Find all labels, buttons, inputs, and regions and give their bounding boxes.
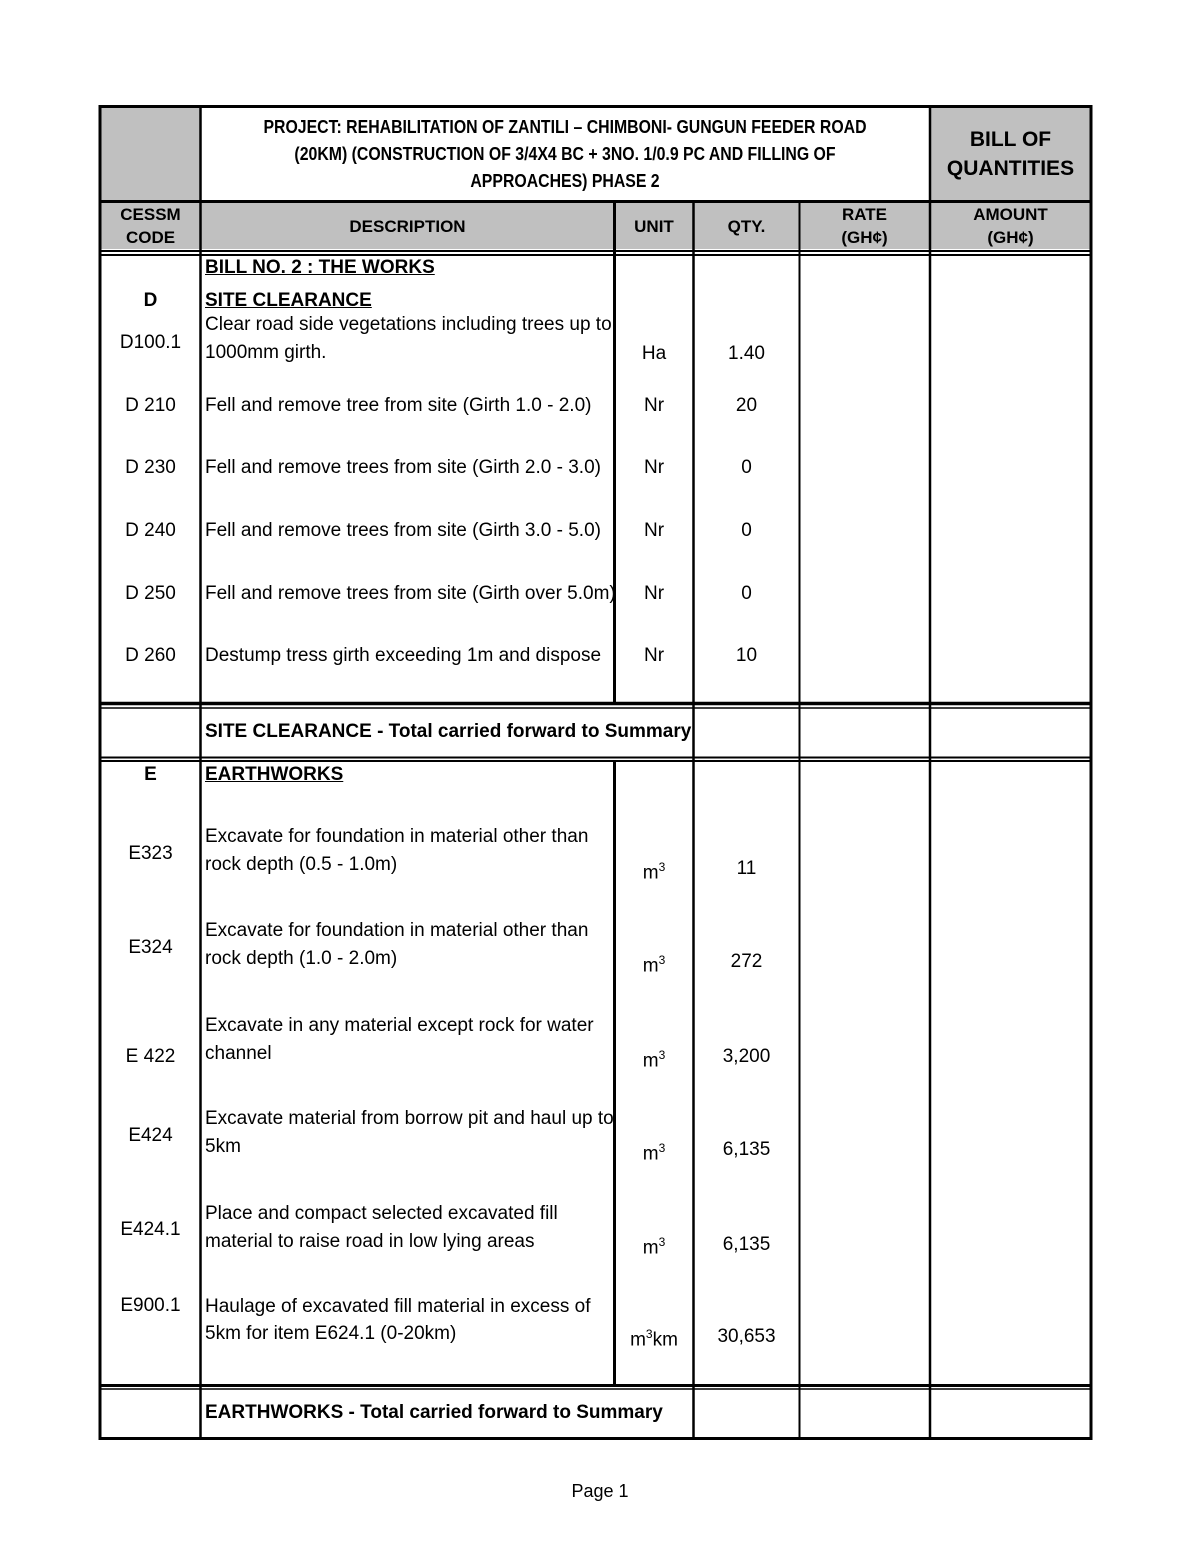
unit-base: m <box>642 955 659 977</box>
item-description-line1: Destump tress girth exceeding 1m and dispose <box>205 645 602 666</box>
earthworks-total-label: EARTHWORKS - Total carried forward to Summary <box>205 1402 663 1423</box>
item-description-line2: rock depth (1.0 - 2.0m) <box>205 948 398 969</box>
code-header-line2: CODE <box>125 228 176 247</box>
item-unit: Nr <box>643 645 665 666</box>
column-header-unit: UNIT <box>634 216 674 236</box>
item-qty: 11 <box>736 858 757 879</box>
boq-line1: BILL OF <box>969 128 1052 151</box>
section-code-e: E <box>144 764 157 785</box>
section-title-earthworks: EARTHWORKS <box>205 764 344 785</box>
item-description-line2: 5km for item E624.1 (0-20km) <box>205 1323 457 1344</box>
item-description-line1: Haulage of excavated fill material in excess of <box>205 1296 591 1317</box>
column-header-amount <box>931 203 1090 249</box>
item-unit: Ha <box>641 343 667 364</box>
rate-header-line1: RATE <box>841 205 887 224</box>
item-unit <box>615 1134 693 1168</box>
item-code: E424.1 <box>120 1219 181 1240</box>
item-unit: Nr <box>643 395 665 416</box>
column-header-rate <box>800 203 929 249</box>
item-unit <box>615 1228 693 1262</box>
code-header-line1: CESSM <box>120 205 181 224</box>
unit-superscript: 3 <box>658 1235 666 1249</box>
item-code: D 260 <box>125 645 176 666</box>
item-description-line2: channel <box>205 1043 272 1064</box>
bill-of-quantities-label <box>931 108 1090 200</box>
column-header-qty: QTY. <box>727 216 766 236</box>
item-qty: 30,653 <box>717 1326 776 1347</box>
item-qty: 20 <box>735 395 758 416</box>
item-description-line1: Clear road side vegetations including trees up to <box>205 314 612 335</box>
item-unit <box>615 853 693 887</box>
section-code-d: D <box>143 290 158 311</box>
item-qty: 3,200 <box>722 1046 771 1067</box>
item-description-line1: Excavate for foundation in material other than <box>205 826 589 847</box>
section-title-site-clearance: SITE CLEARANCE <box>205 290 372 311</box>
item-unit <box>615 946 693 980</box>
bill-title: BILL NO. 2 : THE WORKS <box>205 257 435 278</box>
item-description-line1: Fell and remove trees from site (Girth 2.0 - 3.0) <box>205 457 601 478</box>
item-code: E 422 <box>125 1046 176 1067</box>
unit-superscript: 3 <box>658 953 666 967</box>
item-description-line2: rock depth (0.5 - 1.0m) <box>205 854 398 875</box>
item-description-line1: Excavate material from borrow pit and haul up to <box>205 1108 614 1129</box>
unit-superscript: 3 <box>658 1141 666 1155</box>
item-description-line1: Fell and remove trees from site (Girth 3.0 - 5.0) <box>205 520 601 541</box>
item-description-line1: Fell and remove trees from site (Girth over 5.0m) <box>205 583 616 604</box>
item-code: E324 <box>128 937 173 958</box>
item-unit: Nr <box>643 520 665 541</box>
amount-header-line1: AMOUNT <box>973 205 1048 224</box>
item-code: D 230 <box>125 457 176 478</box>
project-title <box>245 108 886 200</box>
item-code: D 250 <box>125 583 176 604</box>
unit-base: m <box>630 1329 646 1351</box>
item-qty: 0 <box>741 457 752 478</box>
site-clearance-total-label: SITE CLEARANCE - Total carried forward to Summary <box>205 721 692 742</box>
unit-base: m <box>642 1143 659 1165</box>
item-description-line2: 1000mm girth. <box>205 342 327 363</box>
column-header-code <box>101 203 200 249</box>
item-description-line2: 5km <box>205 1136 241 1157</box>
page-number: Page 1 <box>571 1481 629 1501</box>
unit-superscript: 3 <box>658 860 666 874</box>
item-qty: 6,135 <box>722 1139 771 1160</box>
item-qty: 0 <box>741 583 752 604</box>
item-qty: 10 <box>735 645 758 666</box>
item-description-line1: Excavate for foundation in material other than <box>205 920 589 941</box>
item-code: E900.1 <box>120 1295 181 1316</box>
item-qty: 1.40 <box>728 343 765 364</box>
item-code: D100.1 <box>119 332 182 353</box>
item-code: E424 <box>128 1125 173 1146</box>
unit-superscript: 3 <box>645 1327 653 1341</box>
item-code: D 210 <box>125 395 176 416</box>
amount-header-line2: (GH¢) <box>987 228 1034 247</box>
item-code: E323 <box>128 843 173 864</box>
item-unit: Nr <box>643 457 665 478</box>
project-title-line3: APPROACHES) PHASE 2 <box>470 170 660 191</box>
item-description-line2: material to raise road in low lying areas <box>205 1231 535 1252</box>
unit-base: m <box>642 1050 659 1072</box>
unit-suffix: km <box>652 1329 678 1351</box>
item-unit <box>615 1041 693 1075</box>
item-unit <box>615 1320 693 1354</box>
item-code: D 240 <box>125 520 176 541</box>
item-qty: 0 <box>741 520 752 541</box>
item-description-line1: Fell and remove tree from site (Girth 1.0 - 2.0) <box>205 395 592 416</box>
item-qty: 6,135 <box>722 1234 771 1255</box>
item-qty: 272 <box>730 951 763 972</box>
boq-line2: QUANTITIES <box>946 157 1075 180</box>
project-title-line1: PROJECT: REHABILITATION OF ZANTILI – CHIMBONI- GUNGUN FEEDER ROAD <box>263 116 867 137</box>
unit-superscript: 3 <box>658 1048 666 1062</box>
item-description-line1: Place and compact selected excavated fill <box>205 1203 558 1224</box>
unit-base: m <box>642 862 659 884</box>
column-header-description: DESCRIPTION <box>349 216 466 236</box>
project-title-line2: (20KM) (CONSTRUCTION OF 3/4X4 BC + 3NO. 1/0.9 PC AND FILLING OF <box>294 143 836 164</box>
rate-header-line2: (GH¢) <box>841 228 888 247</box>
item-unit: Nr <box>643 583 665 604</box>
item-description-line1: Excavate in any material except rock for water <box>205 1015 594 1036</box>
unit-base: m <box>642 1237 659 1259</box>
